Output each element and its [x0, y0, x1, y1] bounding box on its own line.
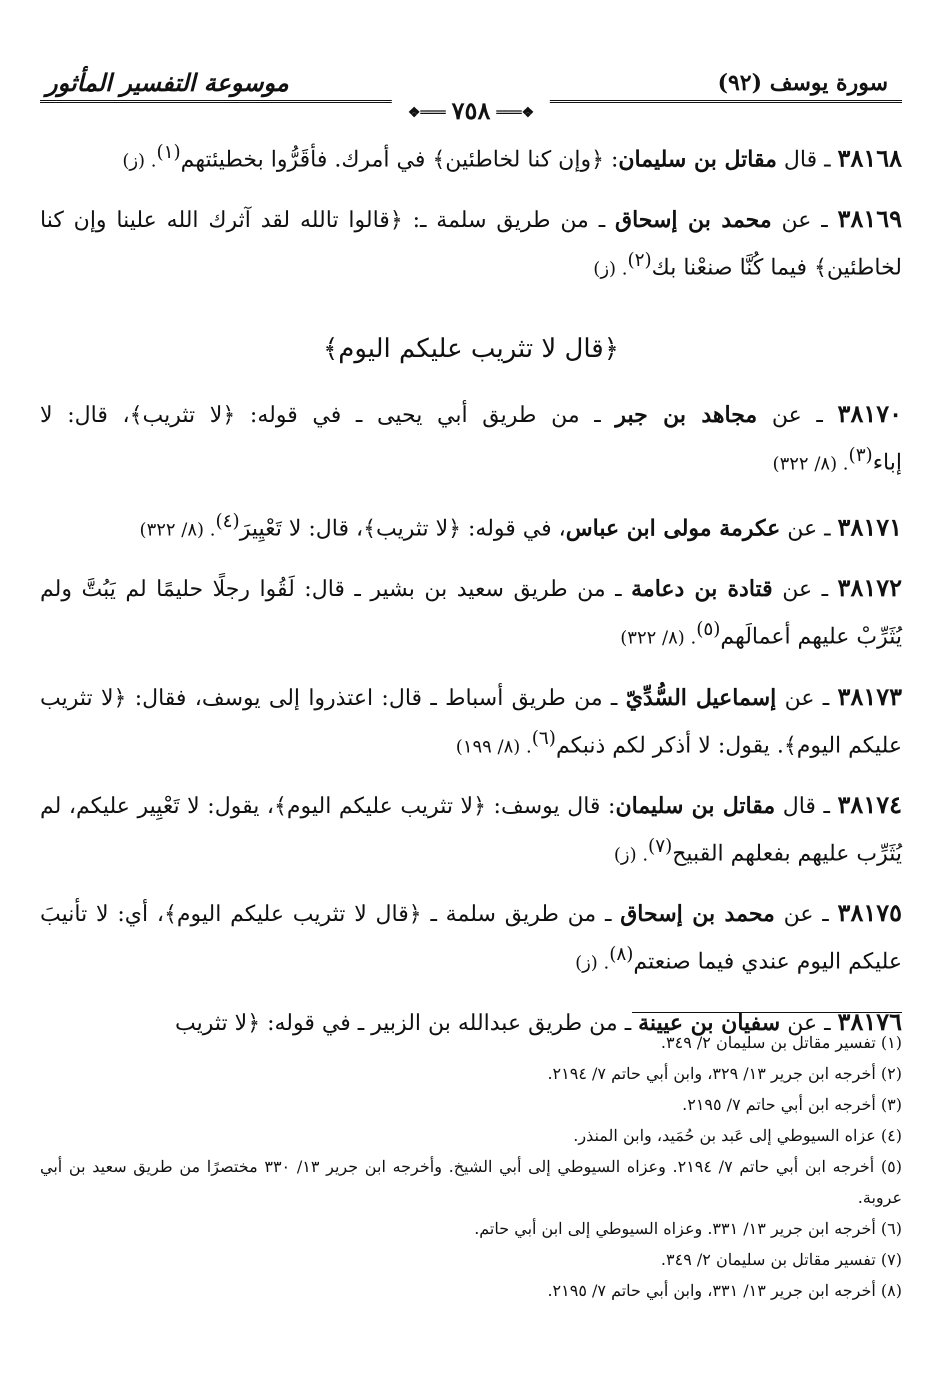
page-header	[40, 52, 902, 125]
narration-text: : ﴿وإن كنا لخاطئين﴾ في أمرك. فأقَرُّوا بخطيئتهم	[180, 147, 619, 173]
narration-text: : قال يوسف: ﴿لا تثريب عليكم اليوم﴾، يقول: لا تَعْيِير عليكم، لم يُثَرِّب عليهم بفعلهم القبيح	[40, 793, 902, 867]
narration-entry	[40, 893, 902, 983]
narrator-name: مجاهد بن جبر	[615, 401, 758, 428]
narration-text: ، في قوله: ﴿لا تثريب﴾، قال: لا تَعْيِيرَ	[239, 516, 566, 542]
footnote-ref: (٦)	[531, 727, 556, 749]
narration-number: ٣٨١٧٤	[837, 789, 902, 819]
footnote-ref: (٥)	[696, 619, 721, 641]
narration-entry	[40, 785, 902, 875]
footnote: (٦) أخرجه ابن جرير ١٣/ ٣٣١. وعزاه السيوطي إلى ابن أبي حاتم.	[474, 1219, 902, 1238]
surah-title: سورة يوسف (٩٢)	[717, 70, 888, 96]
narration-entry	[40, 199, 902, 289]
narration-prefix: ـ عن	[757, 402, 838, 428]
narration-number: ٣٨١٧٥	[837, 898, 902, 928]
narration-entry	[40, 677, 902, 767]
footnote-ref: (٤)	[215, 510, 240, 532]
footnote: (٨) أخرجه ابن جرير ١٣/ ٣٣١، وابن أبي حاتم ٧/ ٢١٩٥.	[547, 1281, 902, 1300]
footnote: (٣) أخرجه ابن أبي حاتم ٧/ ٢١٩٥.	[682, 1095, 902, 1114]
footnote: (٧) تفسير مقاتل بن سليمان ٢/ ٣٤٩.	[660, 1250, 902, 1269]
footnote-ref: (٣)	[848, 444, 873, 466]
ornament-icon: ═══❖	[407, 104, 446, 121]
narration-source: . (ز)	[613, 844, 649, 866]
narration-number: ٣٨١٧٦	[837, 1006, 902, 1036]
narration-number: ٣٨١٧١	[837, 512, 902, 542]
book-title: موسوعة التفسير المأثور	[46, 68, 289, 97]
narration-text: ـ من طريق سلمة ـ: ﴿قالوا تالله لقد آثرك الله علينا وإن كنا لخاطئين﴾ فيما كُنَّا صنعْنا بك	[40, 208, 902, 281]
narration-source: . (٨/ ٣٢٢)	[620, 627, 697, 649]
narrator-name: قتادة بن دعامة	[631, 576, 773, 603]
page-number	[392, 96, 550, 125]
narration-prefix: ـ عن	[780, 1010, 838, 1036]
narration-source: . (ز)	[122, 150, 157, 172]
footnote-ref: (٨)	[609, 944, 634, 966]
narration-number: ٣٨١٦٨	[837, 143, 902, 173]
narrator-name: محمد بن إسحاق	[620, 901, 775, 928]
narration-prefix: ـ عن	[774, 902, 838, 928]
page-number-text: ٧٥٨	[451, 96, 491, 125]
narration-number: ٣٨١٧٣	[837, 681, 902, 711]
narration-text: ـ من طريق سعيد بن بشير ـ قال: لَقُوا رجلًا حليمًا لم يَبُتَّ ولم يُثَرِّبْ عليهم أعمالَهم	[40, 577, 902, 650]
narration-source: . (٨/ ٣٢٢)	[772, 452, 849, 474]
narrator-name: محمد بن إسحاق	[615, 207, 772, 234]
footnotes-section	[40, 1009, 903, 1306]
narrator-name: عكرمة مولى ابن عباس	[565, 515, 781, 542]
narration-text: ـ من طريق أسباط ـ قال: اعتذروا إلى يوسف، فقال: ﴿لا تثريب عليكم اليوم﴾. يقول: لا أذكر لكم ذنبكم	[40, 685, 902, 758]
narration-entry	[40, 502, 902, 550]
narrator-name: مقاتل بن سليمان	[618, 146, 777, 173]
narration-prefix: ـ عن	[776, 685, 838, 711]
narration-entry	[40, 133, 902, 181]
narration-text: ـ من طريق سلمة ـ ﴿قال لا تثريب عليكم اليوم﴾، أي: لا تأنيبَ عليكم اليوم عندي فيما صنعتم	[40, 902, 902, 975]
narration-prefix: ـ عن	[772, 577, 838, 603]
narration-entry	[40, 394, 902, 484]
narration-source: . (٨/ ١٩٩)	[455, 735, 532, 757]
ornament-icon: ❖═══	[496, 104, 535, 121]
narration-prefix: ـ عن	[780, 516, 838, 542]
footnote-ref: (٧)	[648, 835, 673, 857]
footnote-ref: (٢)	[627, 250, 652, 272]
narration-number: ٣٨١٦٩	[837, 204, 902, 234]
document-page	[40, 52, 902, 1342]
narration-source: . (٨/ ٣٢٢)	[139, 519, 216, 541]
narrator-name: سفيان بن عيينة	[638, 1009, 781, 1036]
verse-heading: ﴿قال لا تثريب عليكم اليوم﴾	[323, 333, 619, 364]
narration-prefix: ـ قال	[776, 147, 838, 173]
footnote-ref: (١)	[156, 142, 181, 163]
footnote-divider	[632, 1012, 902, 1013]
main-content	[40, 133, 902, 1044]
footnote: (٢) أخرجه ابن جرير ١٣/ ٣٢٩، وابن أبي حاتم ٧/ ٢١٩٤.	[547, 1064, 902, 1083]
narration-source: . (ز)	[593, 258, 628, 280]
narration-number: ٣٨١٧٠	[837, 398, 902, 428]
narrator-name: مقاتل بن سليمان	[615, 792, 776, 819]
narration-text: ـ من طريق عبدالله بن الزبير ـ في قوله: ﴿لا تثريب	[175, 1010, 639, 1036]
narrator-name: إسماعيل السُّدِّيّ	[625, 684, 777, 711]
footnote: (٥) أخرجه ابن أبي حاتم ٧/ ٢١٩٤. وعزاه السيوطي إلى أبي الشيخ. وأخرجه ابن جرير ١٣/ ٣٣٠ مختصرًا من طريق سعيد بن أبي عروبة.	[40, 1157, 903, 1207]
narration-source: . (ز)	[575, 952, 610, 974]
narration-entry	[40, 568, 902, 658]
footnote: (٤) عزاه السيوطي إلى عَبد بن حُمَيد، وابن المنذر.	[573, 1126, 902, 1145]
narration-number: ٣٨١٧٢	[837, 573, 902, 603]
narration-text: ـ من طريق أبي يحيى ـ في قوله: ﴿لا تثريب﴾، قال: لا إباء	[40, 402, 902, 475]
footnote: (١) تفسير مقاتل بن سليمان ٢/ ٣٤٩.	[660, 1033, 902, 1052]
narration-prefix: ـ قال	[775, 793, 838, 819]
narration-prefix: ـ عن	[771, 208, 838, 234]
